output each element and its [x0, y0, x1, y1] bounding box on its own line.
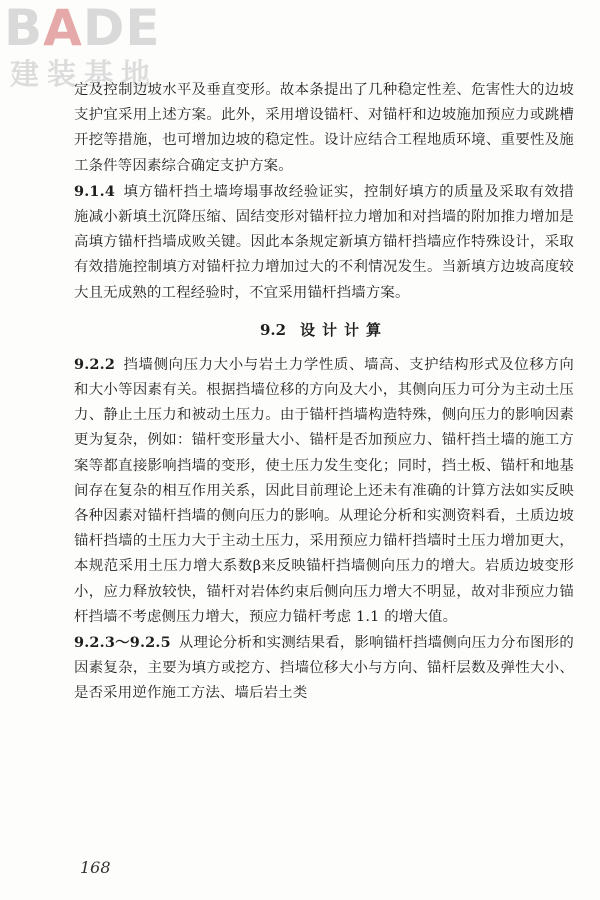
clause-text: 填方锚杆挡土墙垮塌事故经验证实，控制好填方的质量及采取有效措施减小新填土沉降压缩、固结变形对锚杆拉力增加和对挡墙的附加推力增加是高填方锚杆挡墙成败关键。因此本条规定新填方锚杆挡墙应作特殊设计，采取有效措施控制填方对锚杆拉力增加过大的不利情况发生。当新填方边坡高度较大且无成熟的工程经验时，不宜采用锚杆挡墙方案。 [74, 183, 574, 301]
clause-number: 9.2.2 [74, 355, 116, 373]
watermark-logo-text: BADE [4, 0, 161, 57]
page-number: 168 [80, 858, 111, 877]
paragraph-9-2-3 [74, 630, 574, 707]
paragraph-9-1-4 [74, 179, 574, 306]
section-heading [74, 317, 574, 343]
paragraph-9-2-2 [74, 352, 574, 630]
watermark-subtitle: 建装基地 [10, 57, 159, 91]
clause-text: 从理论分析和实测结果看，影响锚杆挡墙侧向压力分布图形的因素复杂，主要为填方或挖方、挡墙位移大小与方向、锚杆层数及弹性大小、是否采用逆作施工方法、墙后岩土类 [74, 635, 574, 702]
section-number: 9.2 [259, 320, 287, 339]
section-title: 设计计算 [300, 320, 389, 339]
clause-number: 9.2.3～9.2.5 [74, 634, 171, 652]
clause-text: 挡墙侧向压力大小与岩土力学性质、墙高、支护结构形式及位移方向和大小等因素有关。根据挡墙位移的方向及大小，其侧向压力可分为主动土压力、静止土压力和被动土压力。由于锚杆挡墙构造特殊，侧向压力的影响因素更为复杂，例如：锚杆变形量大小、锚杆是否加预应力、锚杆挡土墙的施工方案等都直接影响挡墙的变形，使土压力发生变化；同时，挡土板、锚杆和地基间存在复杂的相互作用关系，因此目前理论上还未有准确的计算方法如实反映各种因素对锚杆挡墙的侧向压力的影响。从理论分析和实测资料看，土质边坡锚杆挡墙的土压力大于主动土压力，采用预应力锚杆挡墙时土压力增加更大，本规范采用土压力增大系数β来反映锚杆挡墙侧向压力的增大。岩质边坡变形小，应力释放较快，锚杆对岩体约束后侧向压力增大不明显，故对非预应力锚杆挡墙不考虑侧压力增大，预应力锚杆考虑 1.1 的增大值。 [74, 356, 574, 625]
clause-number: 9.1.4 [74, 182, 116, 200]
page-body [74, 78, 574, 707]
paragraph-continued: 定及控制边坡水平及垂直变形。故本条提出了几种稳定性差、危害性大的边坡支护宜采用上述方案。此外，采用增设锚杆、对锚杆和边坡施加预应力或跳槽开挖等措施，也可增加边坡的稳定性。设计应结合工程地质环境、重要性及施工条件等因素综合确定支护方案。 [74, 82, 574, 174]
